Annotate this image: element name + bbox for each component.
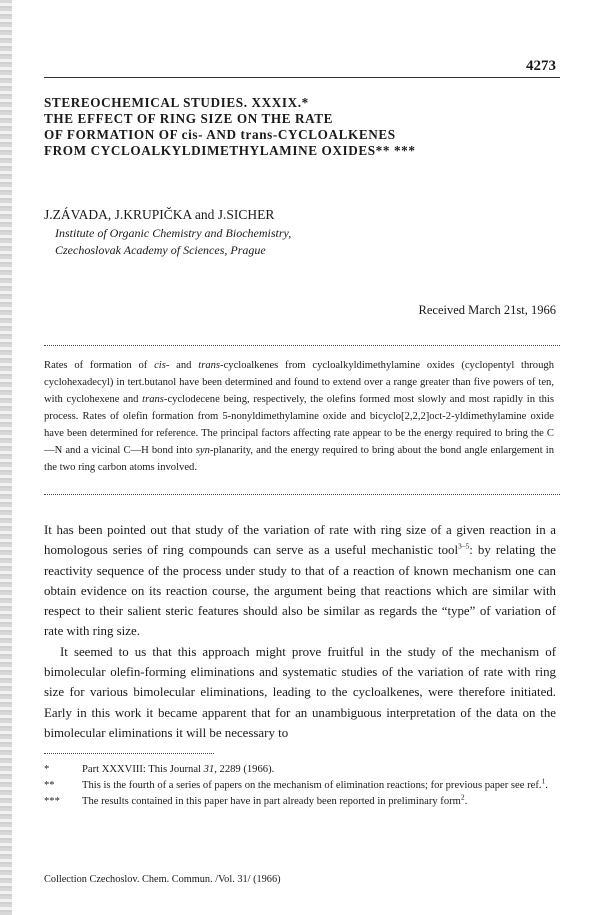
footnote-mark: ***: [44, 796, 60, 807]
citation-ref: 2: [460, 792, 465, 802]
body-text: [44, 520, 556, 743]
paper-title: [44, 95, 544, 159]
affiliation: [55, 225, 291, 259]
title-line: FROM CYCLOALKYLDIMETHYLAMINE OXIDES** ***: [44, 143, 416, 158]
abstract-text: -planarity, and the energy required to bring about the bond angle enlargement in the two ring carbon atoms involved.: [44, 445, 554, 473]
affiliation-line: Czechoslovak Academy of Sciences, Prague: [55, 243, 266, 257]
body-paragraph: It seemed to us that this approach might prove fruitful in the study of the mechanism of bimolecular olefin-forming eliminations and systematic studies of the variation of rate with ring size for various bimolecular eliminations, leading to the cycloalkenes, were therefore initiated. Early in this work it became apparent that for an unambiguous interpretation of the data on the bimolecular eliminations it will be necessary to: [44, 644, 556, 740]
page-number: 4273: [526, 58, 556, 74]
header-rule: [44, 77, 560, 78]
title-line: STEREOCHEMICAL STUDIES. XXXIX.*: [44, 95, 309, 110]
abstract-text: - and: [165, 360, 199, 371]
abstract-text: Rates of formation of: [44, 360, 155, 371]
body-text-run: It has been pointed out that study of the variation of rate with ring size of a given reaction in a homologous series of ring compounds can serve as a useful mechanistic tool: [44, 523, 556, 558]
footnote-text: , 2289 (1966).: [214, 764, 275, 775]
received-date: Received March 21st, 1966: [418, 303, 556, 317]
abstract: [44, 357, 554, 476]
footnote-rule: [44, 753, 214, 754]
journal-footer: Collection Czechoslov. Chem. Commun. /Vol. 31/ (1966): [44, 874, 281, 885]
footnote-mark: **: [44, 780, 55, 791]
scan-binding-edge: [0, 0, 12, 915]
footnote-text: This is the fourth of a series of papers on the mechanism of elimination reactions; for previous paper see ref.: [82, 780, 542, 791]
body-paragraph: [44, 520, 556, 642]
footnote-volume: 31: [203, 764, 215, 775]
body-text-run: : by relating the reactivity sequence of the process under study to that of a reaction of known mechanism one can obtain evidence on its reaction course, the argument being that reactions which are similar with respect to their salient steric features should also be similar as regards the “type” of variation of rate with ring size.: [44, 543, 556, 639]
title-line: THE EFFECT OF RING SIZE ON THE RATE: [44, 111, 334, 126]
affiliation-line: Institute of Organic Chemistry and Biochemistry,: [55, 226, 292, 240]
footnote-mark: *: [44, 764, 50, 775]
title-line: OF FORMATION OF cis- AND trans-CYCLOALKENES: [44, 127, 396, 142]
abstract-italic: trans: [198, 360, 221, 371]
citation-ref: 1: [541, 776, 546, 786]
abstract-top-rule: [44, 345, 560, 346]
footnote: *** The results contained in this paper have in part already been reported in preliminary form$^2$.: [44, 792, 468, 807]
abstract-text: -cycloalkenes from cycloalkyldimethylamine oxides (cyclopentyl through cyclohexadecyl) in tert.butanol have been determined and found to extend over a range greater than five powers of ten, with cyclohexene and: [44, 360, 554, 405]
authors: J.ZÁVADA, J.KRUPIČKA and J.SICHER: [44, 207, 275, 222]
footnote-text: Part XXXVIII: This Journal: [82, 764, 204, 775]
abstract-italic: cis: [154, 360, 166, 371]
abstract-italic: syn: [195, 445, 210, 456]
footnote: ** This is the fourth of a series of papers on the mechanism of elimination reactions; for previous paper see ref.$^1$.: [44, 776, 548, 791]
footnote-text: The results contained in this paper have in part already been reported in preliminary form: [82, 796, 461, 807]
abstract-text: -cyclodecene being, respectively, the olefins formed most slowly and most rapidly in this process. Rates of olefin formation from 5-nonyldimethylamine oxide and bicyclo[2,2,2]oct-2-yldimethylamine oxide have been determined for reference. The principal factors affecting rate appear to be the energy required to bring the C—N and a vicinal C—H bond into: [44, 394, 554, 456]
abstract-italic: trans: [142, 394, 164, 405]
citation-ref: 3–5: [458, 542, 470, 551]
abstract-bottom-rule: [44, 494, 560, 495]
footnotes: [44, 762, 556, 810]
footnote: [44, 762, 556, 777]
